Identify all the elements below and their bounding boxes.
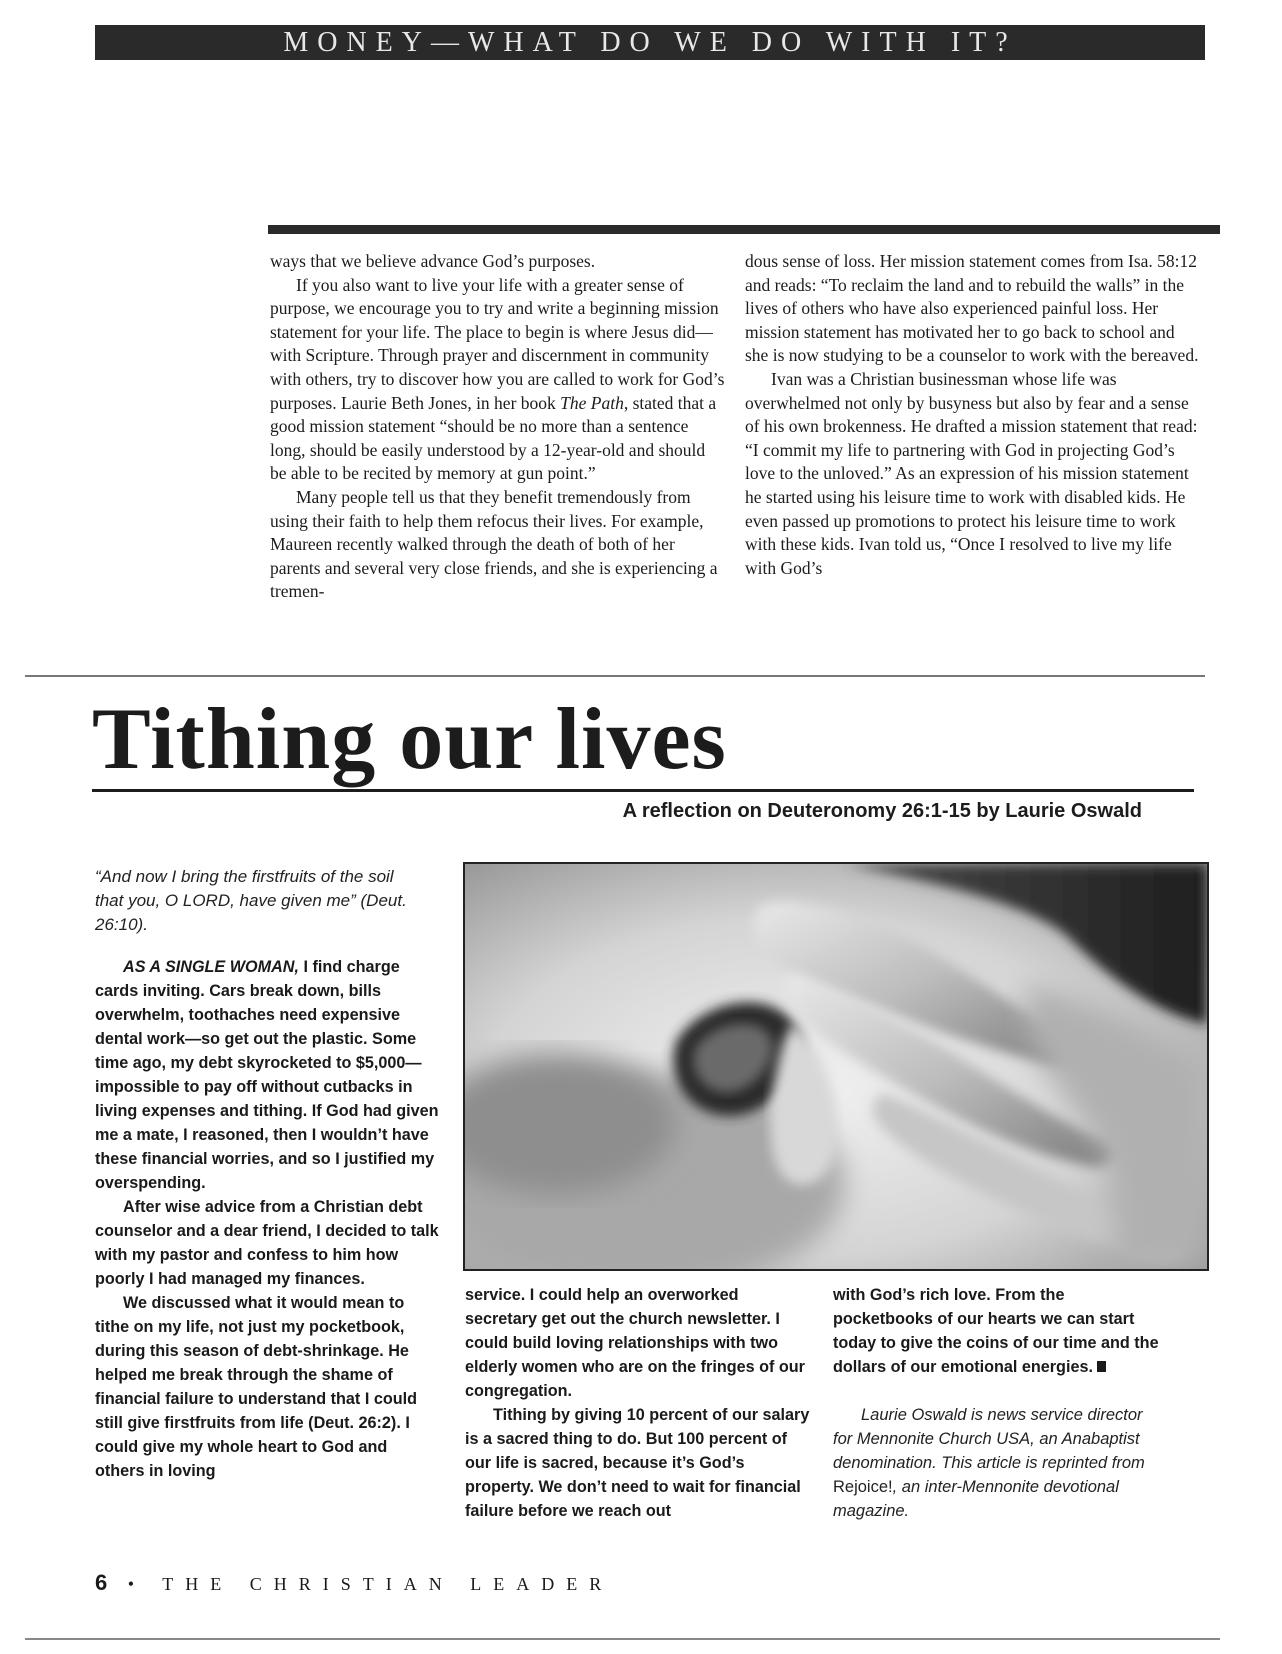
article-column-middle	[465, 1283, 810, 1523]
page-footer	[95, 1570, 613, 1596]
paragraph-text: If you also want to live your life with a greater sense of purpose, we encourage you to try and write a beginning mission statement for your life. The place to begin is where Jesus did—with Scripture. Through prayer and discernment in community with others, try to discover how you are called to work for God’s purposes. Laurie Beth Jones, in her book	[270, 274, 725, 413]
paragraph: dous sense of loss. Her mission statement comes from Isa. 58:12 and reads: “To reclaim the land and to rebuild the walls” in the lives of others who have also experienced painful loss. Her mission statement has motivated her to go back to school and she is now studying to be a counselor to work with the bereaved.	[745, 251, 1199, 366]
hands-photo-illustration	[465, 864, 1207, 1269]
paragraph-text: , stated that a good mission statement “should be no more than a sentence long, should be easily understood by a 12-year-old and should be able to be recited by memory at gun point.”	[270, 392, 717, 484]
end-mark-icon	[1097, 1361, 1106, 1372]
top-article-column-2	[745, 250, 1200, 580]
footer-bullet: •	[127, 1574, 147, 1594]
paragraph	[95, 955, 440, 1195]
top-article-column-1	[270, 250, 725, 604]
paragraph: We discussed what it would mean to tithe on my life, not just my pocketbook, during this season of debt-shrinkage. He helped me break through the shame of financial failure to understand that I could still give firstfruits from life (Deut. 26:2). I could give my whole heart to God and others in loving	[95, 1294, 417, 1480]
article-column-right	[833, 1283, 1163, 1379]
article-column-left	[95, 955, 440, 1483]
paragraph: service. I could help an overworked secretary get out the church newsletter. I could build loving relationships with two elderly women who are on the fringes of our congregation.	[465, 1286, 805, 1400]
paragraph: Tithing by giving 10 percent of our salary is a sacred thing to do. But 100 percent of our life is sacred, because it’s God’s property. We don’t need to wait for financial failure before we reach out	[465, 1406, 810, 1520]
bio-text: , an inter-Mennonite devotional magazine.	[833, 1478, 1119, 1520]
book-title: The Path	[560, 392, 624, 413]
title-underline	[92, 789, 1194, 792]
publication-title: THE CHRISTIAN LEADER	[162, 1574, 614, 1594]
paragraph: Many people tell us that they benefit tremendously from using their faith to help them refocus their lives. For example, Maureen recently walked through the death of both of her parents and several very close friends, and she is experiencing a tremen-	[270, 486, 718, 602]
section-divider	[25, 675, 1205, 677]
top-divider	[268, 225, 1220, 234]
article-title: Tithing our lives	[92, 691, 727, 788]
paragraph-text: I find charge cards inviting. Cars break down, bills overwhelm, toothaches need expensive dental work—so get out the plastic. Some time ago, my debt skyrocketed to $5,000—impossible to pay off without cutbacks in living expenses and tithing. If God had given me a mate, I reasoned, then I wouldn’t have these financial worries, and so I justified my overspending.	[95, 958, 439, 1192]
paragraph	[833, 1283, 1163, 1379]
paragraph: Ivan was a Christian businessman whose life was overwhelmed not only by busyness but also by fear and a sense of his own brokenness. He drafted a mission statement that read: “I commit my life to partnering with God in projecting God’s love to the unloved.” As an expression of his mission statement he started using his leisure time to work with disabled kids. He even passed up promotions to protect his leisure time to work with these kids. Ivan told us, “Once I resolved to live my life with God’s	[745, 368, 1198, 578]
article-subtitle: A reflection on Deuteronomy 26:1-15 by Laurie Oswald	[622, 800, 1142, 822]
bottom-divider	[25, 1638, 1220, 1640]
paragraph: After wise advice from a Christian debt counselor and a dear friend, I decided to talk with my pastor and confess to him how poorly I had managed my finances.	[95, 1198, 439, 1288]
page-number: 6	[95, 1570, 112, 1595]
bio-text: Laurie Oswald is news service director for Mennonite Church USA, an Anabaptist denomination. This article is reprinted from	[833, 1406, 1145, 1472]
epigraph-quote: “And now I bring the firstfruits of the soil that you, O LORD, have given me” (Deut. 26:10).	[95, 867, 407, 934]
paragraph	[270, 274, 725, 486]
publication-name: Rejoice!	[833, 1478, 893, 1496]
lead-in: AS A SINGLE WOMAN,	[123, 958, 299, 976]
running-header: MONEY—WHAT DO WE DO WITH IT?	[95, 25, 1205, 60]
hands-photo	[463, 862, 1209, 1271]
paragraph-text: with God’s rich love. From the pocketbooks of our hearts we can start today to give the coins of our time and the dollars of our emotional energies.	[833, 1286, 1159, 1376]
paragraph: ways that we believe advance God’s purposes.	[270, 251, 596, 271]
author-bio	[833, 1403, 1163, 1523]
